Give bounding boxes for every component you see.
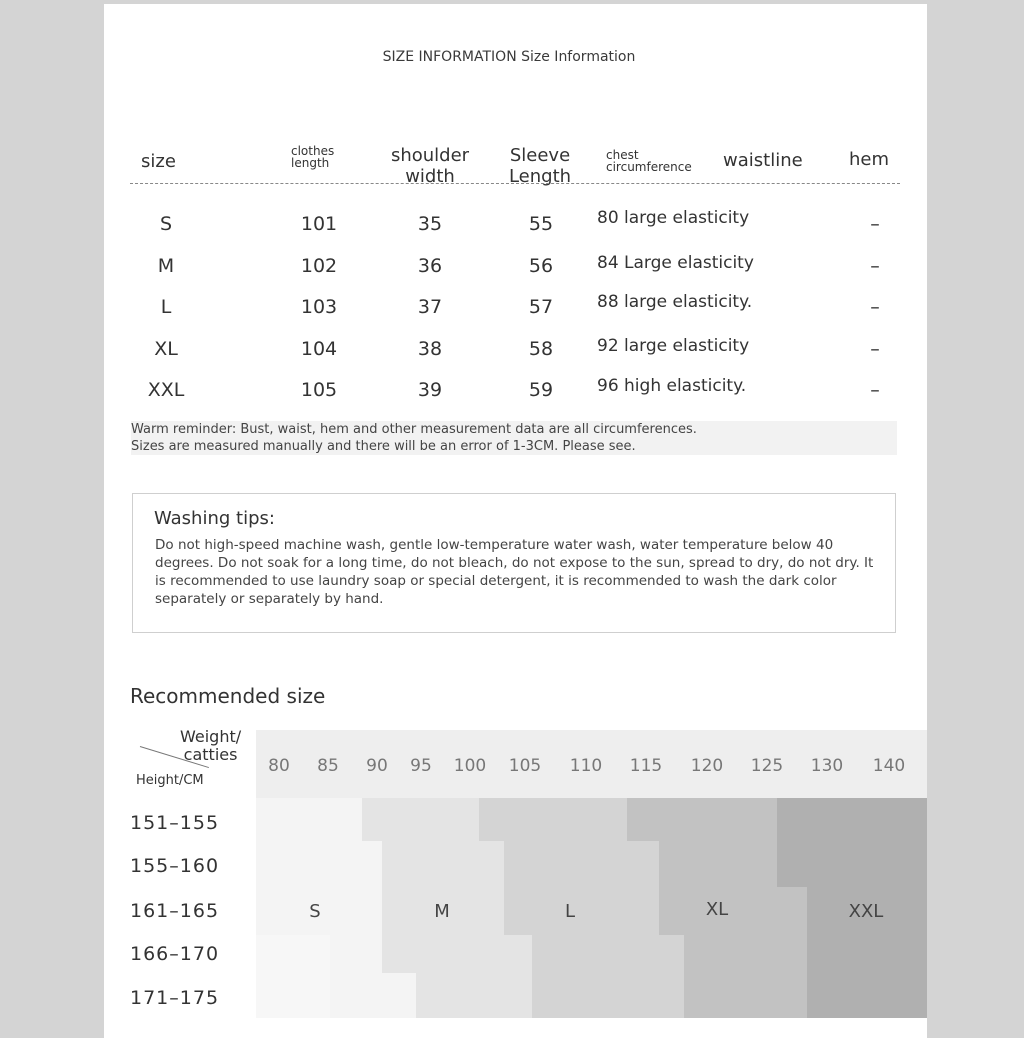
recommended-size-title: Recommended size (130, 684, 326, 708)
reminder-line1: Warm reminder: Bust, waist, hem and other measurement data are all circumferences. (131, 422, 697, 437)
zone-s (256, 935, 330, 1018)
cell-size: M (157, 255, 175, 277)
header-shoulder-width (382, 145, 478, 187)
header-clothes-length (291, 145, 334, 169)
header-shoulder-line2: width (405, 166, 455, 187)
zone-label-l: L (564, 901, 576, 922)
cell-hem: – (870, 379, 880, 401)
cell-size: XL (154, 338, 178, 360)
header-chest-circumference (606, 149, 692, 173)
header-sleeve-line1: Sleeve (509, 145, 571, 166)
header-sleeve-line2: Length (508, 166, 572, 187)
cell-sleeve-length: 59 (528, 379, 554, 401)
cell-hem: – (870, 213, 880, 235)
zone-m (416, 973, 532, 1018)
cell-chest-waist: 80 large elasticity (597, 208, 750, 228)
cell-clothes-length: 102 (300, 255, 338, 277)
height-row-label: 161–165 (130, 900, 220, 922)
weight-tick: 95 (410, 756, 432, 776)
zone-label-xl: XL (705, 899, 729, 920)
page-title: SIZE INFORMATION Size Information (382, 49, 636, 65)
header-waistline: waistline (723, 150, 803, 171)
cell-hem: – (870, 296, 880, 318)
header-divider (130, 183, 900, 184)
zone-s (330, 973, 416, 1018)
cell-size: L (160, 296, 172, 318)
washing-tips-title: Washing tips: (154, 508, 275, 529)
warm-reminder (131, 421, 897, 455)
height-row-label: 151–155 (130, 812, 220, 834)
cell-hem: – (870, 338, 880, 360)
height-axis-label: Height/CM (136, 773, 204, 788)
header-clothes-line2: length (291, 156, 330, 170)
zone-l (532, 973, 684, 1018)
weight-tick: 105 (508, 756, 542, 776)
weight-tick: 90 (366, 756, 388, 776)
cell-shoulder-width: 38 (417, 338, 443, 360)
cell-shoulder-width: 36 (417, 255, 443, 277)
cell-hem: – (870, 255, 880, 277)
cell-sleeve-length: 57 (528, 296, 554, 318)
cell-chest-waist: 96 high elasticity. (597, 376, 747, 396)
weight-label-line1: Weight/ (180, 727, 242, 746)
weight-tick: 120 (690, 756, 724, 776)
header-size: size (141, 151, 176, 172)
weight-tick: 130 (810, 756, 844, 776)
cell-chest-waist: 92 large elasticity (597, 336, 750, 356)
zone-l (479, 798, 627, 841)
weight-tick: 115 (629, 756, 663, 776)
zone-label-s: S (309, 901, 321, 922)
zone-m (362, 798, 479, 841)
size-info-page (104, 4, 927, 1038)
weight-tick: 100 (453, 756, 487, 776)
height-row-label: 166–170 (130, 943, 220, 965)
weight-tick: 125 (750, 756, 784, 776)
height-row-label: 155–160 (130, 855, 220, 877)
zone-s (330, 935, 382, 973)
weight-tick: 110 (569, 756, 603, 776)
cell-size: XXL (147, 379, 185, 401)
header-clothes-line1: clothes (291, 144, 335, 158)
header-shoulder-line1: shoulder (390, 145, 470, 166)
cell-sleeve-length: 56 (528, 255, 554, 277)
washing-tips-box (132, 493, 896, 633)
zone-label-m: M (434, 901, 450, 922)
zone-label-xxl: XXL (848, 901, 884, 922)
zone-s (256, 798, 362, 841)
weight-tick: 140 (872, 756, 906, 776)
header-chest-line2: circumference (606, 160, 692, 174)
cell-clothes-length: 101 (300, 213, 338, 235)
cell-clothes-length: 105 (300, 379, 338, 401)
zone-m (382, 935, 532, 973)
cell-sleeve-length: 58 (528, 338, 554, 360)
cell-clothes-length: 104 (300, 338, 338, 360)
header-sleeve-length (500, 145, 580, 187)
washing-tips-body: Do not high-speed machine wash, gentle low-temperature water wash, water temperature below 40 degrees. Do not soak for a long time, do not bleach, do not expose to the sun, spread to dry, do not dry. It is recommended to use laundry soap or special detergent, it is recommended to wash the dark color separately or separately by hand. (155, 537, 874, 607)
weight-tick: 80 (268, 756, 290, 776)
weight-axis-label (180, 728, 241, 764)
cell-sleeve-length: 55 (528, 213, 554, 235)
zone-l (532, 935, 684, 973)
height-row-label: 171–175 (130, 987, 220, 1009)
zone-xl (684, 935, 807, 1018)
header-chest-line1: chest (606, 148, 639, 162)
cell-chest-waist: 88 large elasticity. (597, 292, 753, 312)
cell-shoulder-width: 35 (417, 213, 443, 235)
weight-tick: 85 (317, 756, 339, 776)
cell-clothes-length: 103 (300, 296, 338, 318)
cell-shoulder-width: 39 (417, 379, 443, 401)
weight-label-line2: catties (183, 745, 238, 764)
cell-shoulder-width: 37 (417, 296, 443, 318)
cell-size: S (159, 213, 173, 235)
cell-chest-waist: 84 Large elasticity (597, 253, 754, 273)
reminder-line2: Sizes are measured manually and there will be an error of 1-3CM. Please see. (131, 439, 636, 454)
header-hem: hem (849, 149, 890, 170)
